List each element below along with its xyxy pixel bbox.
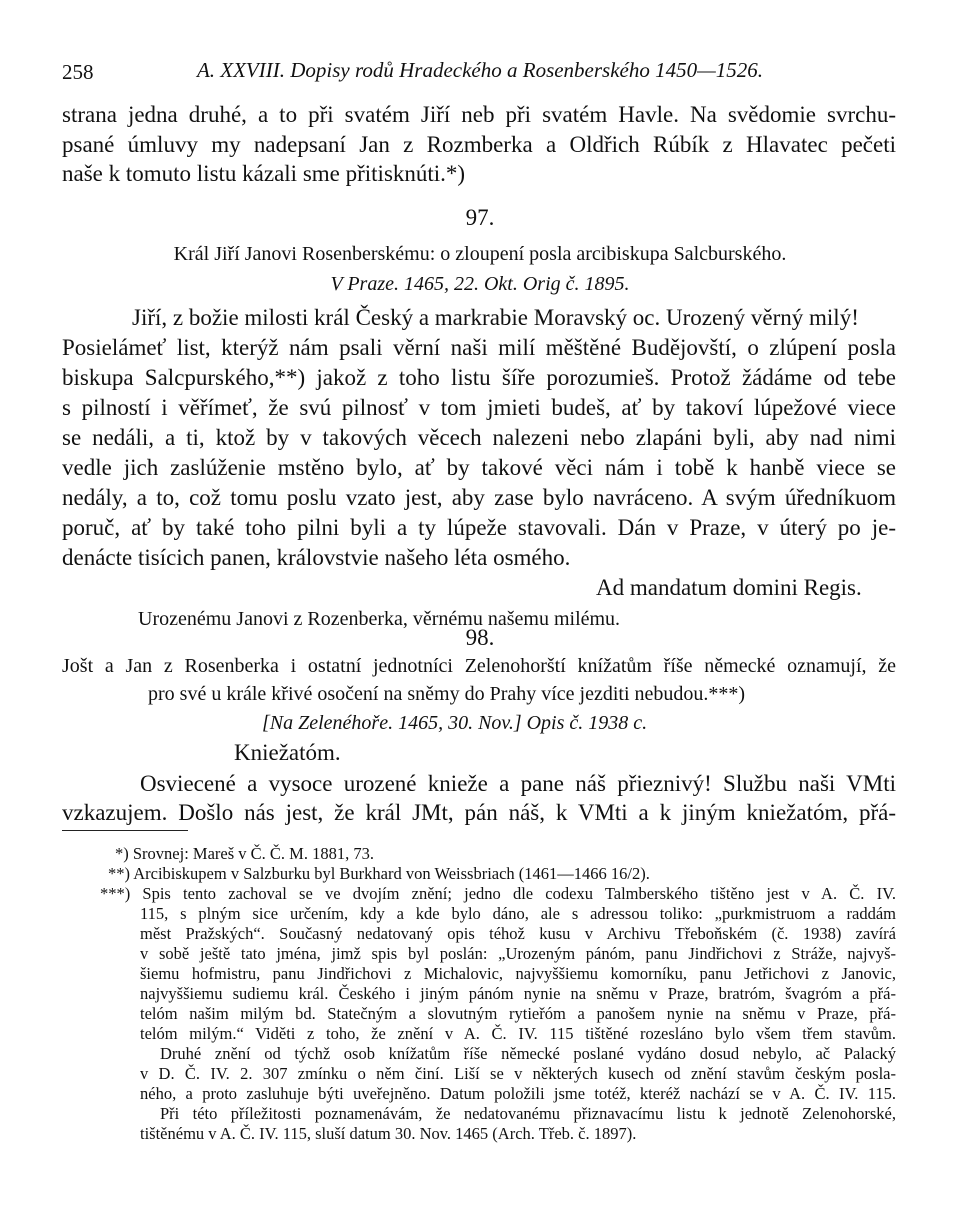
footnote-line: tištěnému v A. Č. IV. 115, sluší datum 30. Nov. 1465 (Arch. Třeb. č. 1897). <box>140 1124 637 1143</box>
footnote-line: ného, a proto zasluhuje býti uveřejněno. Datum položili jsme totéž, kteréž nachází se v A. Č. IV. 115. <box>140 1084 896 1103</box>
letter-line: poruč, ať by také toho pilni byli a ty lúpeže stavovali. Dán v Praze, v úterý po je- <box>62 515 896 540</box>
footnote-line: telóm našim milým bd. Statečným a slovutným rytieřóm a panošem nynie na sněmu v Praze, přá- <box>140 1004 896 1023</box>
paragraph-line: strana jedna druhé, a to při svatém Jiří neb při svatém Havle. Na svědomie svrchu- <box>62 102 896 127</box>
letter-line: denácte tisícich panen, královstvie našeho léta osmého. <box>62 545 571 570</box>
footnote-line: Druhé znění od týchž osob knížatům říše německé poslané vydáno dosud nebylo, ač Palacký <box>160 1044 896 1063</box>
footnote-line: měst Pražských“. Současný nedatovaný opis téhož kusu v Archivu Třeboňském (č. 1938) zavírá <box>140 924 896 943</box>
letter-summary: Král Jiří Janovi Rosenberskému: o zloupení posla arcibiskupa Salcburského. <box>173 243 787 265</box>
letter-address: Urozenému Janovi z Rozenberka, věrnému našemu milému. <box>138 608 621 630</box>
footnote-line: v sobě ještě tato jména, jimž spis byl poslán: „Urozeným pánóm, panu Jindřichovi z Stráže, najvyš- <box>140 944 896 963</box>
letter-line: nedály, a to, což tomu poslu vzato jest, aby zase bylo navráceno. A svým úředníkuom <box>62 485 896 510</box>
letter-closing: Ad mandatum domini Regis. <box>596 575 862 600</box>
letter-line: vedle jich zaslúženie mstěno bylo, ať by takové věci nám i tobě k hanbě viece se <box>62 455 896 480</box>
letter-summary-line: Jošt a Jan z Rosenberka i ostatní jednotníci Zelenohorští knížatům říše německé oznamují, že <box>62 655 896 677</box>
footnote-line: ***) Spis tento zachoval se ve dvojím znění; jedno dle codexu Talmberského tištěno jest v A. Č. IV. <box>100 884 896 903</box>
letter-line: s pilností i věřímeť, že svú pilnosť v tom jmieti budeš, ať by takoví lúpežové viece <box>62 395 896 420</box>
footnote-rule <box>62 830 188 831</box>
footnote-line: v D. Č. IV. 2. 307 zmínku o něm činí. Liší se v některých kusech od znění stavům českým posla- <box>140 1064 896 1083</box>
footnote-line: 115, s plným sice určením, kdy a kde bylo dáno, ale s adressou toliko: „purkmistruom a raddám <box>140 904 896 923</box>
letter-salutation: Kniežatóm. <box>234 740 341 765</box>
letter-line: Osviecené a vysoce urozené knieže a pane náš přieznivý! Službu naši VMti <box>140 771 896 796</box>
paragraph-line: psané úmluvy my nadepsaní Jan z Rozmberka a Oldřich Rúbík z Hlavatec pečeti <box>62 132 896 157</box>
letter-line: vzkazujem. Došlo nás jest, že král JMt, pán náš, k VMti a k jiným kniežatóm, přá- <box>62 800 896 825</box>
letter-line: biskupa Salcpurského,**) jakož z toho listu šíře porozumieš. Protož žádáme od tebe <box>62 365 896 390</box>
letter-summary-line: pro své u krále křivé osočení na sněmy do Prahy více jezditi nebudou.***) <box>148 683 746 705</box>
letter-number: 98. <box>465 625 495 650</box>
footnote: **) Arcibiskupem v Salzburku byl Burkhard von Weissbriach (1461—1466 16/2). <box>108 864 650 883</box>
letter-line: Jiří, z božie milosti král Český a markrabie Moravský oc. Urozený věrný milý! <box>132 305 859 330</box>
running-title: A. XXVIII. Dopisy rodů Hradeckého a Rosenberského 1450—1526. <box>196 58 764 82</box>
footnote-line: Při této příležitosti poznamenávám, že nedatovanému přiznavacímu listu k jednotě Zelenohorské, <box>160 1104 896 1123</box>
footnote-line: najvyššiemu sudiemu král. Českého i jiným pánóm nynie na sněmu v Praze, bratróm, švagróm a přá- <box>140 984 896 1003</box>
letter-source: [Na Zelenéhoře. 1465, 30. Nov.] Opis č. 1938 c. <box>262 712 648 734</box>
page-number: 258 <box>62 60 94 84</box>
letter-number: 97. <box>465 205 495 230</box>
footnote: *) Srovnej: Mareš v Č. Č. M. 1881, 73. <box>115 844 374 863</box>
letter-line: Posielámeť list, kterýž nám psali věrní naši milí měštěné Budějovští, o zlúpení posla <box>62 335 896 360</box>
letter-line: se nedáli, a ti, ktož by v takových věcech nalezeni nebo zlapáni byli, aby nad nimi <box>62 425 896 450</box>
letter-source: V Praze. 1465, 22. Okt. Orig č. 1895. <box>330 273 630 295</box>
footnote-line: telóm milým.“ Viděti z toho, že znění v A. Č. IV. 115 tištěné rozesláno bylo všem třem stavům. <box>140 1024 896 1043</box>
paragraph-line: naše k tomuto listu kázali sme přitisknúti.*) <box>62 161 466 186</box>
footnote-line: šiemu hofmistru, panu Jindřichovi z Michalovic, najvyššiemu komorníku, panu Jetřichovi z Janovic, <box>140 964 896 983</box>
